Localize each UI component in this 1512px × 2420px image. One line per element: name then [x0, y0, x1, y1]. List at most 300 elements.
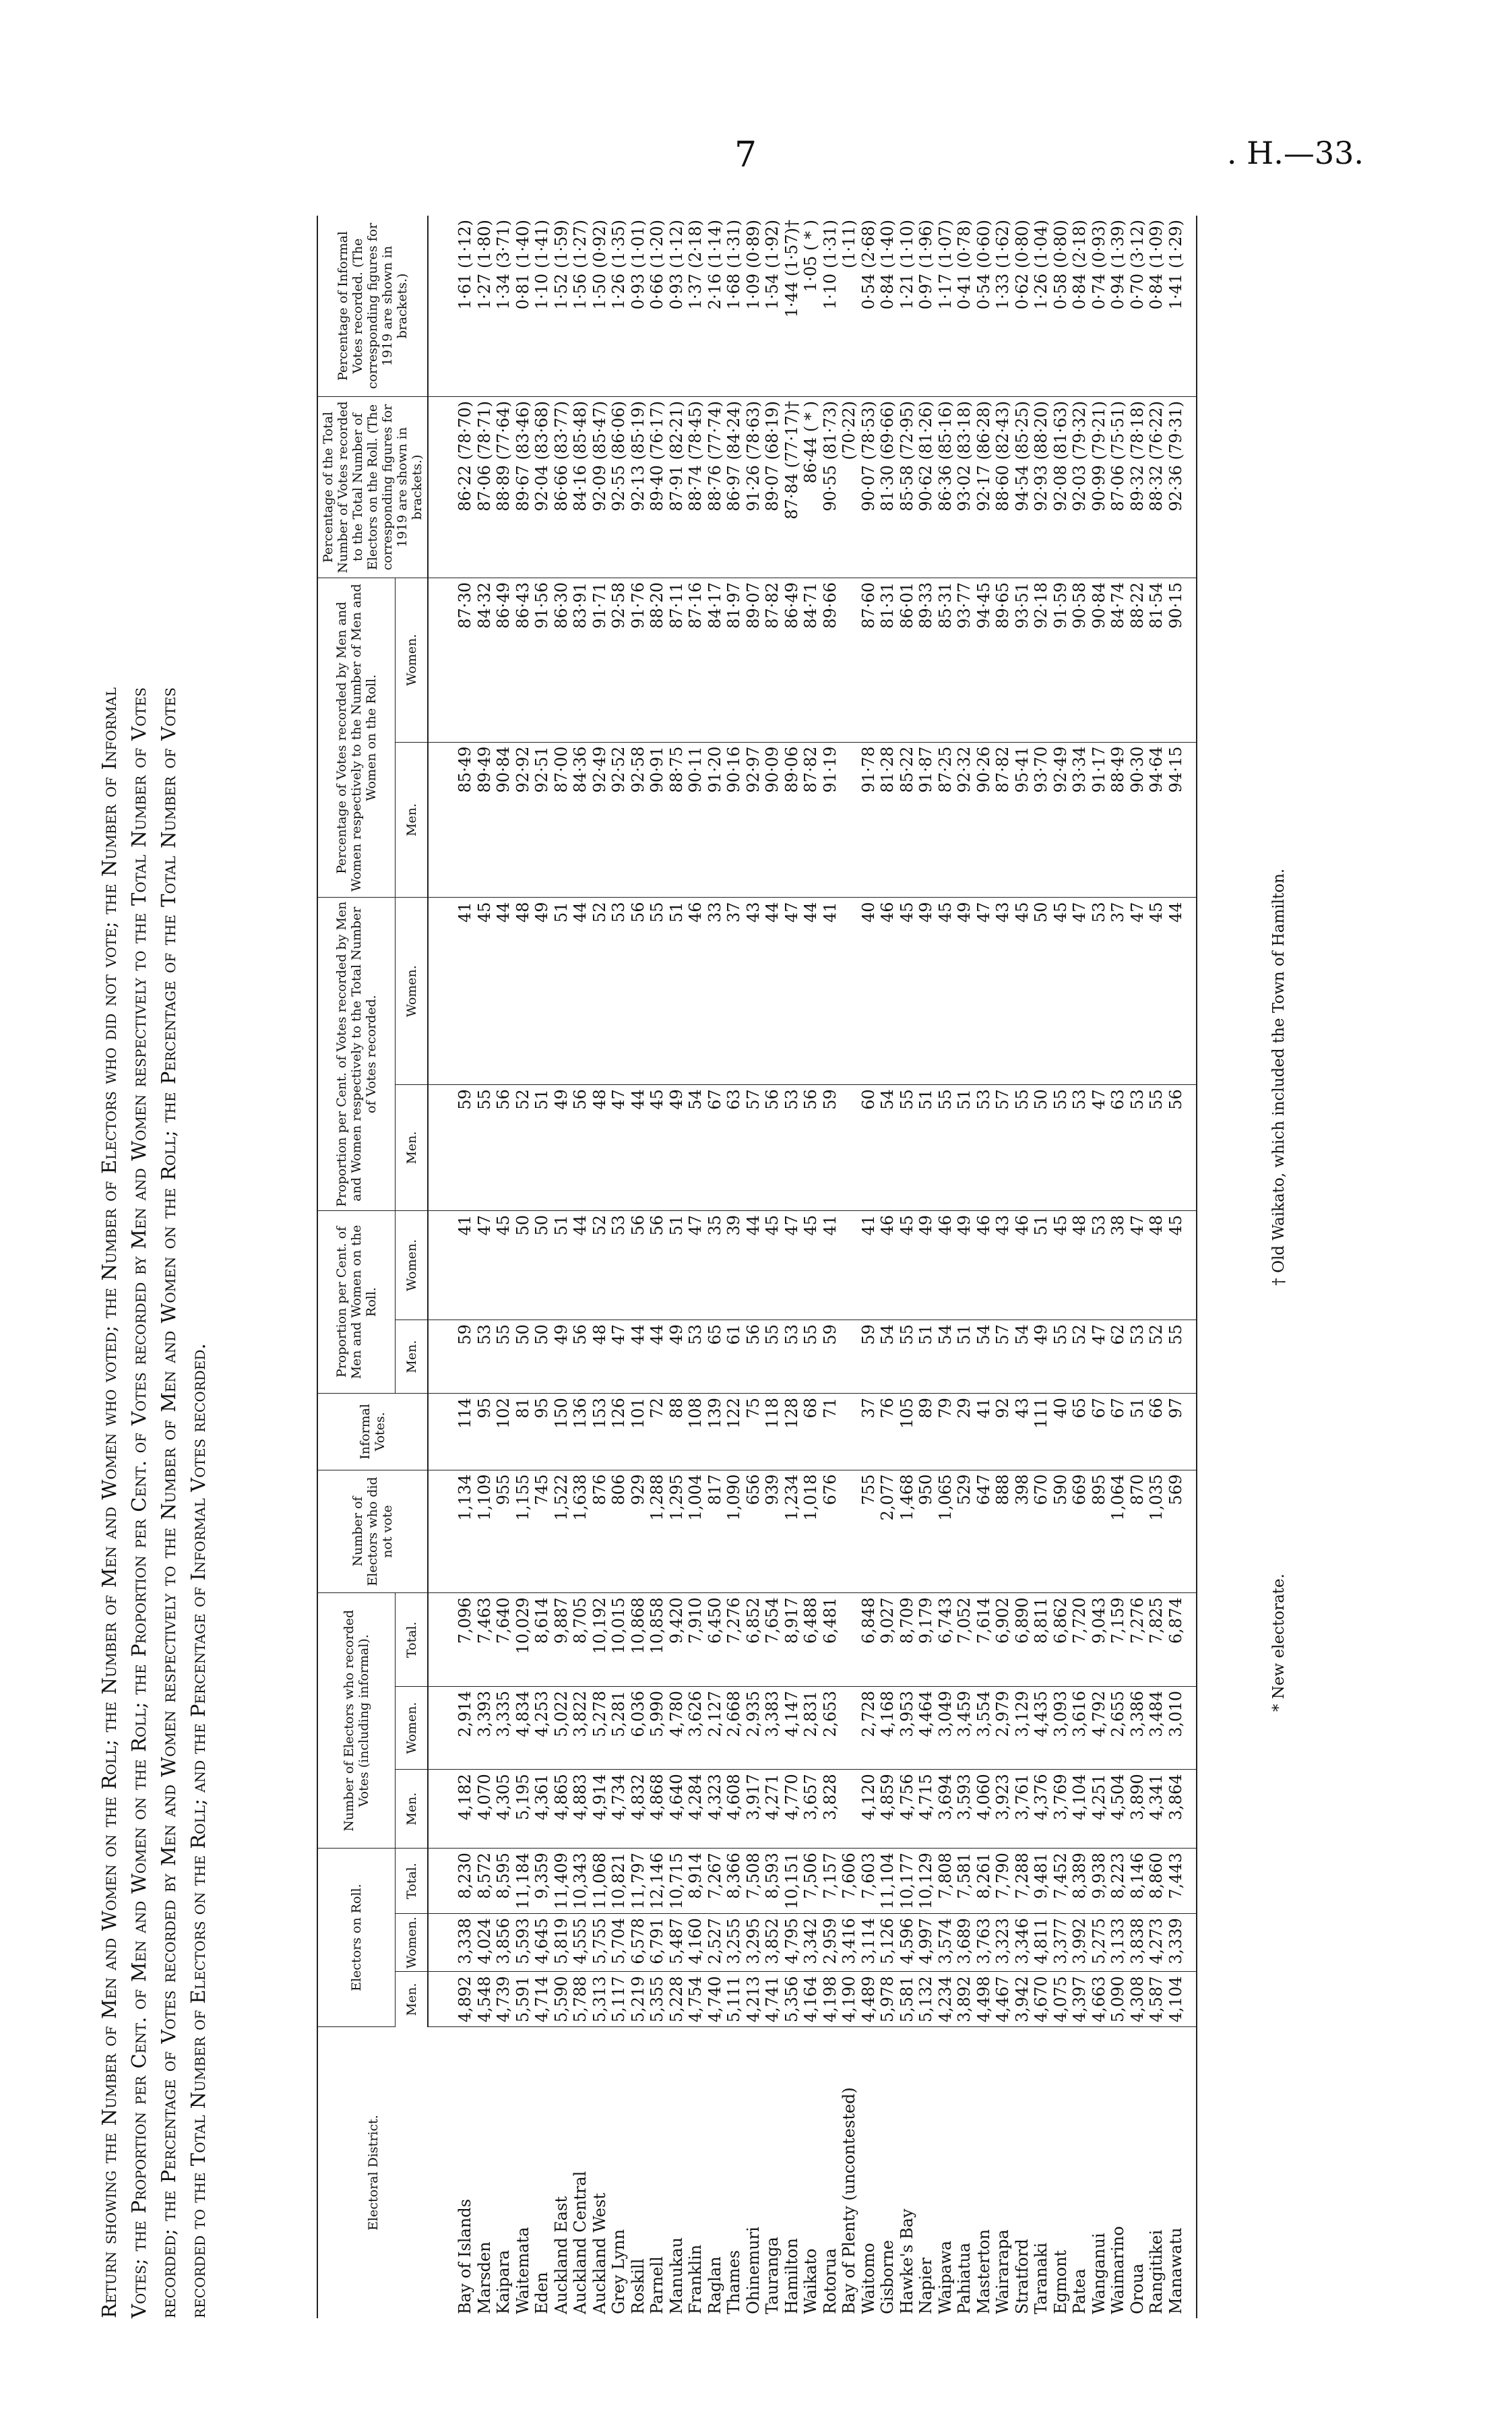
table-cell: 53 — [1128, 1085, 1147, 1211]
table-cell: 88·74 (78·45) — [686, 397, 705, 578]
table-cell: 92·03 (79·32) — [1070, 397, 1090, 578]
table-cell: 4,160 — [686, 1914, 705, 1972]
table-cell: 94·54 (85·25) — [1013, 397, 1032, 578]
table-cell: 5,111 — [724, 1972, 744, 2027]
table-cell: 51 — [1032, 1210, 1051, 1320]
table-cell: 52 — [1070, 1320, 1090, 1394]
table-cell: 3,953 — [897, 1687, 917, 1770]
table-cell: 93·70 — [1032, 742, 1051, 898]
table-row — [936, 216, 955, 2318]
table-cell: 56 — [629, 898, 648, 1085]
table-cell: 49 — [916, 898, 936, 1085]
table-cell: 49 — [552, 1320, 571, 1394]
table-cell: 4,397 — [1070, 1972, 1090, 2027]
table-cell: 4,104 — [1166, 1972, 1197, 2027]
table-cell: 4,435 — [1032, 1687, 1051, 1770]
district-name-cell: Eden — [532, 2272, 552, 2314]
header-prop-votes: Proportion per Cent. of Votes recorded by Men and Women respectively to the Total Number of Votes recorded. — [317, 898, 396, 1210]
table-cell: 3,010 — [1166, 1687, 1197, 1770]
table-cell: 8,366 — [724, 1849, 744, 1914]
table-cell: 6,578 — [629, 1914, 648, 1972]
table-cell: 86·22 (78·70) — [428, 397, 475, 578]
table-cell: 4,834 — [513, 1687, 533, 1770]
table-cell: 41 — [859, 1210, 879, 1320]
table-cell: 3,917 — [744, 1770, 763, 1849]
table-cell: 4,645 — [532, 1914, 552, 1972]
table-cell: 8,146 — [1128, 1849, 1147, 1914]
table-cell: 95 — [532, 1394, 552, 1470]
table-cell: 54 — [936, 1320, 955, 1394]
table-cell: 46 — [878, 898, 897, 1085]
table-cell: 3,892 — [955, 1972, 974, 2027]
table-cell: 41 — [428, 898, 475, 1085]
table-cell: 1,004 — [686, 1470, 705, 1593]
table-cell: 89 — [916, 1394, 936, 1470]
table-cell: 4,914 — [590, 1770, 610, 1849]
table-cell: 8,230 — [428, 1849, 475, 1914]
table-cell: 1·68 (1·31) — [724, 216, 744, 397]
table-cell: 8,811 — [1032, 1593, 1051, 1687]
table-cell: 888 — [993, 1470, 1013, 1593]
table-cell: 41 — [428, 1210, 475, 1320]
table-cell: 68 — [801, 1394, 821, 1470]
table-cell: 92·04 (83·68) — [532, 397, 552, 578]
table-cell: 90·99 (79·21) — [1090, 397, 1109, 578]
table-cell: 8,223 — [1108, 1849, 1128, 1914]
table-cell: 10,192 — [590, 1593, 610, 1687]
table-cell: 43 — [993, 898, 1013, 1085]
table-cell: 38 — [1108, 1210, 1128, 1320]
table-cell: 105 — [897, 1394, 917, 1470]
table-cell: 89·49 — [475, 742, 495, 898]
table-cell: 1·09 (0·89) — [744, 216, 763, 397]
table-cell: 87·84 (77·17)† — [782, 397, 802, 578]
table-cell: 90·62 (81·26) — [916, 397, 936, 578]
table-cell: 89·07 — [744, 578, 763, 743]
table-cell: 47 — [609, 1320, 629, 1394]
table-cell: 44 — [629, 1320, 648, 1394]
table-cell: 1·37 (2·18) — [686, 216, 705, 397]
table-cell: 51 — [552, 898, 571, 1085]
electoral-return-table — [317, 216, 1197, 2318]
table-cell: 5,275 — [1090, 1914, 1109, 1972]
table-cell: 44 — [801, 898, 821, 1085]
table-cell: 91·17 — [1090, 742, 1109, 898]
table-row — [667, 216, 687, 2318]
district-name-cell: Gisborne — [878, 2239, 897, 2314]
table-cell: 52 — [590, 1210, 610, 1320]
table-cell: 90·91 — [648, 742, 667, 898]
table-cell: 4,376 — [1032, 1770, 1051, 1849]
table-cell: 4,739 — [494, 1972, 513, 2027]
table-cell: 5,755 — [590, 1914, 610, 1972]
table-cell: 85·49 — [428, 742, 475, 898]
table-cell: 0·84 (1·40) — [878, 216, 897, 397]
table-cell: 88·76 (77·74) — [705, 397, 725, 578]
table-cell: 43 — [993, 1210, 1013, 1320]
table-cell: 0·58 (0·80) — [1051, 216, 1071, 397]
table-row — [878, 216, 897, 2318]
table-cell: 7,452 — [1051, 1849, 1071, 1914]
table-row — [428, 216, 475, 2318]
table-cell: 4,168 — [878, 1687, 897, 1770]
table-cell: 59 — [821, 1320, 840, 1394]
table-cell: 55 — [763, 1320, 782, 1394]
table-cell: 5,978 — [878, 1972, 897, 2027]
table-cell: 88·75 — [667, 742, 687, 898]
table-cell: 54 — [686, 1085, 705, 1211]
table-cell: 4,780 — [667, 1687, 687, 1770]
table-cell: 4,361 — [532, 1770, 552, 1849]
table-cell: 91·71 — [590, 578, 610, 743]
table-cell: 55 — [897, 1085, 917, 1211]
table-row — [705, 216, 725, 2318]
table-cell: 0·74 (0·93) — [1090, 216, 1109, 397]
table-cell: 53 — [974, 1085, 994, 1211]
table-cell — [840, 1593, 859, 1687]
table-cell: 44 — [629, 1085, 648, 1211]
table-cell: 4,640 — [667, 1770, 687, 1849]
table-cell: 56 — [763, 1085, 782, 1211]
table-cell: 83·91 — [571, 578, 590, 743]
table-cell: 4,997 — [916, 1914, 936, 1972]
table-cell: 92·32 — [955, 742, 974, 898]
table-row — [1013, 216, 1032, 2318]
table-cell: 59 — [428, 1320, 475, 1394]
table-cell: 1·17 (1·07) — [936, 216, 955, 397]
table-cell: 87·00 — [552, 742, 571, 898]
table-cell: 48 — [590, 1085, 610, 1211]
table-cell: 45 — [494, 1210, 513, 1320]
table-cell: 3,459 — [955, 1687, 974, 1770]
table-cell: 88·89 (77·64) — [494, 397, 513, 578]
table-cell: 52 — [1147, 1320, 1166, 1394]
table-cell: 128 — [782, 1394, 802, 1470]
table-cell: 45 — [648, 1085, 667, 1211]
table-cell: 3,335 — [494, 1687, 513, 1770]
table-cell: 656 — [744, 1470, 763, 1593]
table-cell: 6,862 — [1051, 1593, 1071, 1687]
table-body — [428, 216, 1197, 2318]
table-cell: 3,255 — [724, 1914, 744, 1972]
table-cell: 7,508 — [744, 1849, 763, 1914]
table-cell: 94·45 — [974, 578, 994, 743]
table-cell: 5,281 — [609, 1687, 629, 1770]
table-cell: 1,295 — [667, 1470, 687, 1593]
table-cell: 92·17 (86·28) — [974, 397, 994, 578]
table-cell: 47 — [1128, 898, 1147, 1085]
table-cell: 3,383 — [763, 1687, 782, 1770]
table-cell: 41 — [974, 1394, 994, 1470]
table-cell: 87·16 — [686, 578, 705, 743]
table-cell: 3,689 — [955, 1914, 974, 1972]
table-cell: 7,052 — [955, 1593, 974, 1687]
table-cell: 49 — [532, 898, 552, 1085]
table-cell: 3,393 — [475, 1687, 495, 1770]
footnote-old-waikato: † Old Waikato, which included the Town of Hamilton. — [1270, 868, 1288, 1286]
table-cell: 90·11 — [686, 742, 705, 898]
table-cell: 10,858 — [648, 1593, 667, 1687]
table-cell — [840, 1085, 859, 1211]
district-name-cell: Patea — [1070, 2268, 1090, 2314]
table-cell: 92·49 — [1051, 742, 1071, 898]
table-cell: 4,892 — [428, 1972, 475, 2027]
table-cell: 85·58 (72·95) — [897, 397, 917, 578]
table-cell: 56 — [744, 1320, 763, 1394]
table-cell: 45 — [1147, 898, 1166, 1085]
table-cell: 1·26 (1·04) — [1032, 216, 1051, 397]
table-cell: 7,720 — [1070, 1593, 1090, 1687]
table-cell: 108 — [686, 1394, 705, 1470]
footnote-new-electorate: * New electorate. — [1270, 1574, 1288, 1712]
table-cell: 4,504 — [1108, 1770, 1128, 1849]
table-cell: 92·52 — [609, 742, 629, 898]
table-cell: 8,261 — [974, 1849, 994, 1914]
table-cell: 0·81 (1·40) — [513, 216, 533, 397]
table-cell: 47 — [1090, 1085, 1109, 1211]
table-cell: 57 — [993, 1085, 1013, 1211]
table-cell: 102 — [494, 1394, 513, 1470]
table-cell: 92·58 — [629, 742, 648, 898]
district-name-cell: Wairarapa — [993, 2229, 1013, 2314]
table-row — [648, 216, 667, 2318]
table-title: Return showing the Number of Men and Women on the Roll; the Number of Men and Women who voted; the Number of Electors who did not vote; the Number of Informal Votes; the Proportion per Cent. of Men and Women on the Roll; the Proportion per Cent. of Votes recorded by Men and Women respectively to the Total Number of Votes recorded; the Percentage of Votes recorded by Men and Women respectively to the Number of Men and Women on the Roll; the Percentage of the Total Number of Votes recorded to the Total Number of Electors on the Roll; and the Percentage of Informal Votes recorded. — [98, 687, 210, 2318]
table-cell: 45 — [1166, 1210, 1197, 1320]
table-cell: 4,070 — [475, 1770, 495, 1849]
table-cell: 86·49 — [782, 578, 802, 743]
table-cell: 11,104 — [878, 1849, 897, 1914]
table-cell: 39 — [724, 1210, 744, 1320]
table-cell — [840, 1210, 859, 1320]
table-cell: 3,856 — [494, 1914, 513, 1972]
table-cell: 11,797 — [629, 1849, 648, 1914]
table-cell: 45 — [1051, 1210, 1071, 1320]
district-name-cell: Waitomo — [858, 2243, 878, 2314]
table-row — [629, 216, 648, 2318]
table-cell: 1·54 (1·92) — [763, 216, 782, 397]
header-men: Men. — [396, 1972, 428, 2027]
district-name-cell: Stratford — [1012, 2239, 1032, 2314]
table-cell: 84·32 — [475, 578, 495, 743]
table-cell: 46 — [686, 898, 705, 1085]
table-cell: 35 — [705, 1210, 725, 1320]
table-cell: 9,179 — [916, 1593, 936, 1687]
table-cell: 7,910 — [686, 1593, 705, 1687]
table-cell: 1,109 — [475, 1470, 495, 1593]
table-cell: 5,590 — [552, 1972, 571, 2027]
table-row — [513, 216, 533, 2318]
table-cell: 55 — [1147, 1085, 1166, 1211]
district-name-cell: Raglan — [705, 2256, 724, 2314]
table-cell: 4,548 — [475, 1972, 495, 2027]
table-cell: 9,938 — [1090, 1849, 1109, 1914]
table-cell: 89·65 — [993, 578, 1013, 743]
table-cell: 97 — [1166, 1394, 1197, 1470]
table-cell: 4,555 — [571, 1914, 590, 1972]
table-cell: 92·97 — [744, 742, 763, 898]
table-cell: 876 — [590, 1470, 610, 1593]
table-cell: 1,065 — [936, 1470, 955, 1593]
table-cell: 51 — [955, 1085, 974, 1211]
table-cell: 3,049 — [936, 1687, 955, 1770]
table-cell: 4,024 — [475, 1914, 495, 1972]
table-cell: 0·54 (2·68) — [859, 216, 879, 397]
table-cell: 50 — [513, 1210, 533, 1320]
table-cell: 4,308 — [1128, 1972, 1147, 2027]
header-prop-roll: Proportion per Cent. of Men and Women on the Roll. — [317, 1210, 396, 1393]
table-cell — [840, 1320, 859, 1394]
table-cell: 398 — [1013, 1470, 1032, 1593]
table-cell: 48 — [1147, 1210, 1166, 1320]
table-cell: 45 — [763, 1210, 782, 1320]
table-cell: 91·59 — [1051, 578, 1071, 743]
table-cell: 3,822 — [571, 1687, 590, 1770]
table-cell: 4,464 — [916, 1687, 936, 1770]
table-cell: 5,219 — [629, 1972, 648, 2027]
table-cell: 4,251 — [1090, 1770, 1109, 1849]
table-cell: 3,574 — [936, 1914, 955, 1972]
table-cell: 4,754 — [686, 1972, 705, 2027]
header-district: Electoral District. — [317, 2027, 428, 2319]
table-cell: 50 — [1032, 898, 1051, 1085]
table-row — [916, 216, 936, 2318]
table-cell: 79 — [936, 1394, 955, 1470]
table-cell: 92·36 (79·31) — [1166, 397, 1197, 578]
table-cell: 0·97 (1·96) — [916, 216, 936, 397]
table-cell: 4,795 — [782, 1914, 802, 1972]
table-cell: 91·19 — [821, 742, 840, 898]
table-cell: 4,104 — [1070, 1770, 1090, 1849]
table-cell: 4,489 — [859, 1972, 879, 2027]
district-name-cell: Franklin — [686, 2244, 705, 2314]
table-cell: 45 — [475, 898, 495, 1085]
table-cell: 7,614 — [974, 1593, 994, 1687]
table-cell: 90·26 — [974, 742, 994, 898]
district-name-cell: Thames — [724, 2250, 744, 2314]
table-cell: 9,887 — [552, 1593, 571, 1687]
table-cell: 7,276 — [1128, 1593, 1147, 1687]
table-cell: 669 — [1070, 1470, 1090, 1593]
table-cell: 6,852 — [744, 1593, 763, 1687]
table-row — [590, 216, 610, 2318]
table-cell: 4,190 — [840, 1972, 859, 2027]
table-cell: 56 — [1166, 1085, 1197, 1211]
table-cell: 3,377 — [1051, 1914, 1071, 1972]
table-cell: 7,267 — [705, 1849, 725, 1914]
table-cell: 939 — [763, 1470, 782, 1593]
table-cell: 53 — [1090, 1210, 1109, 1320]
table-cell: 122 — [724, 1394, 744, 1470]
table-cell: 1·61 (1·12) — [428, 216, 475, 397]
table-cell: 3,114 — [859, 1914, 879, 1972]
district-name-cell: Pahiatua — [955, 2242, 974, 2314]
table-cell: 90·84 — [494, 742, 513, 898]
table-cell: 11,068 — [590, 1849, 610, 1914]
table-cell: 3,852 — [763, 1914, 782, 1972]
table-cell: 3,626 — [686, 1687, 705, 1770]
table-cell: 1·05 ( * ) — [801, 216, 821, 397]
table-cell: 0·62 (0·80) — [1013, 216, 1032, 397]
table-cell: 1·27 (1·80) — [475, 216, 495, 397]
table-cell: 1,522 — [552, 1470, 571, 1593]
table-cell: 92·18 — [1032, 578, 1051, 743]
table-cell: 4,182 — [428, 1770, 475, 1849]
table-cell: 7,443 — [1166, 1849, 1197, 1914]
table-cell: 50 — [513, 1320, 533, 1394]
table-cell: 88 — [667, 1394, 687, 1470]
district-name-cell: Parnell — [648, 2256, 667, 2314]
table-cell: 90·55 (81·73) — [821, 397, 840, 578]
table-cell: 3,339 — [1166, 1914, 1197, 1972]
table-cell: 1,288 — [648, 1470, 667, 1593]
table-cell: 33 — [705, 898, 725, 1085]
table-cell: 46 — [974, 1210, 994, 1320]
table-cell: 81·31 — [878, 578, 897, 743]
district-name-cell: Rotorua — [820, 2248, 840, 2314]
table-row — [1128, 216, 1147, 2318]
table-row — [782, 216, 802, 2318]
table-cell: 4,868 — [648, 1770, 667, 1849]
document-reference: . H.—33. — [1226, 135, 1364, 171]
table-cell: 4,883 — [571, 1770, 590, 1849]
table-cell: 59 — [859, 1320, 879, 1394]
table-cell: 65 — [705, 1320, 725, 1394]
table-cell: 1,090 — [724, 1470, 744, 1593]
table-cell: 0·94 (1·39) — [1108, 216, 1128, 397]
table-cell: 4,663 — [1090, 1972, 1109, 2027]
table-cell: 54 — [878, 1320, 897, 1394]
header-men: Men. — [396, 742, 428, 898]
table-cell: 44 — [571, 1210, 590, 1320]
table-cell: 49 — [955, 898, 974, 1085]
table-cell: 6,848 — [859, 1593, 879, 1687]
table-cell: 92·92 — [513, 742, 533, 898]
table-cell: 84·17 — [705, 578, 725, 743]
table-cell: 153 — [590, 1394, 610, 1470]
header-women: Women. — [396, 578, 428, 743]
table-cell: 51 — [916, 1085, 936, 1211]
table-cell: 51 — [552, 1210, 571, 1320]
table-cell: 126 — [609, 1394, 629, 1470]
table-cell: 3,694 — [936, 1770, 955, 1849]
table-cell: 89·07 (68·19) — [763, 397, 782, 578]
table-cell: 1·34 (3·71) — [494, 216, 513, 397]
table-cell: 53 — [609, 898, 629, 1085]
table-cell: 2,077 — [878, 1470, 897, 1593]
table-cell: 2,527 — [705, 1914, 725, 1972]
table-cell: 95·41 — [1013, 742, 1032, 898]
table-cell: 84·16 (85·48) — [571, 397, 590, 578]
table-cell: 86·43 — [513, 578, 533, 743]
table-cell: 4,253 — [532, 1687, 552, 1770]
table-cell: 929 — [629, 1470, 648, 1593]
table-cell: 4,234 — [936, 1972, 955, 2027]
page-number: 7 — [734, 135, 757, 175]
table-cell: 94·15 — [1166, 742, 1197, 898]
table-cell: 2,935 — [744, 1687, 763, 1770]
table-cell: 41 — [821, 898, 840, 1085]
table-cell: 1·41 (1·29) — [1166, 216, 1197, 397]
table-row — [1166, 216, 1197, 2318]
table-cell: 91·76 — [629, 578, 648, 743]
district-name-cell: Taranaki — [1032, 2242, 1051, 2314]
table-cell: 2,979 — [993, 1687, 1013, 1770]
table-cell: 6,890 — [1013, 1593, 1032, 1687]
table-cell: 5,990 — [648, 1687, 667, 1770]
table-cell: 92·58 — [609, 578, 629, 743]
table-cell: 81·97 — [724, 578, 744, 743]
table-cell: 88·20 — [648, 578, 667, 743]
